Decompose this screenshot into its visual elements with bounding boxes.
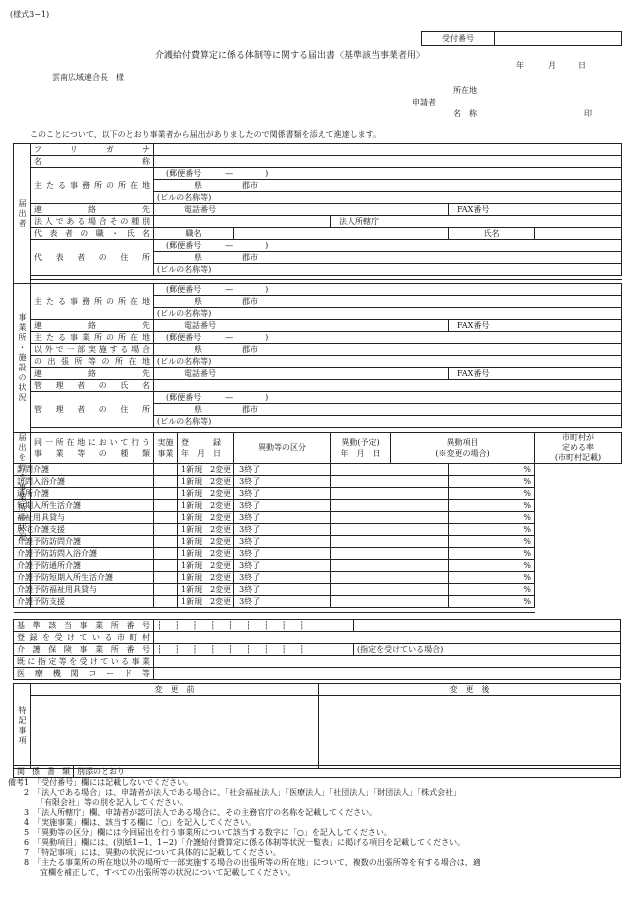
rate-header: 市町村が 定める率 (市町村記載) [535,433,622,464]
already-label: 既に指定等を受けている事業 [14,656,154,668]
applicant-role: 申請者 [412,98,436,107]
already-field[interactable] [154,656,621,668]
change-item-field[interactable] [331,536,449,548]
service-name: 居宅介護支援 [14,524,31,536]
reg-date-field[interactable] [154,536,178,548]
branch-address-field[interactable] [154,344,622,356]
service-row [14,500,622,512]
rep-position-label: 職名 [154,228,234,240]
remarks [8,778,623,878]
change-item-field[interactable] [331,548,449,560]
remark-line: 「有限会社」等の別を記入してください。 [8,798,188,807]
service-name: 短期入所生活介護 [14,500,31,512]
remark-line: 3 「法人所轄庁」欄、申請者が認可法人である場合に、その主務官庁の名称を記載してください。 [8,808,378,817]
rep-address-label: 代表者の住所 [31,240,154,276]
service-row [14,464,622,476]
facility-fax-field[interactable]: FAX番号 [449,320,622,332]
change-item-field[interactable] [331,488,449,500]
registration-table [13,619,621,680]
reg-date-field[interactable] [154,464,178,476]
rate-percent[interactable]: % [449,524,535,536]
service-row [14,584,622,596]
service-row [14,536,622,548]
pref-label: 県 [194,296,202,306]
name-label: 名称 [31,156,154,168]
after-header: 変 更 後 [319,684,621,696]
before-field[interactable] [31,696,319,769]
service-name: 福祉用具貸与 [14,512,31,524]
service-name: 介護予防支援 [14,596,31,608]
city-label: 郡市 [242,252,258,262]
rep-name-label: 氏名 [449,228,535,240]
change-category[interactable]: 1新規 2変更 3終了 [178,524,234,536]
service-row [14,560,622,572]
remark-line: 6 「異動項目」欄には、(別紙1−1、1−2)「介護給付費算定に係る体制等状況一覧表」に掲げる項目を記載してください。 [8,838,466,847]
furigana-field[interactable] [154,144,622,156]
building-field[interactable]: (ビルの名称等) [154,192,622,204]
service-row [14,572,622,584]
reg-date-field[interactable] [154,572,178,584]
after-field[interactable] [319,696,621,769]
facility-building-field[interactable]: (ビルの名称等) [154,308,622,320]
reg-date-header: 登 録 年 月 日 [178,433,234,464]
main-office-label: 主たる事務所の所在地 [31,168,154,204]
rep-address-field[interactable] [154,252,622,264]
reg-date-field[interactable] [154,512,178,524]
postal-field[interactable]: (郵便番号 — ) [154,168,622,180]
service-name: 介護予防福祉用具貸与 [14,584,31,596]
rep-postal-field[interactable]: (郵便番号 — ) [154,240,622,252]
reg-date-field[interactable] [154,560,178,572]
change-category[interactable]: 1新規 2変更 3終了 [178,536,234,548]
pref-label: 県 [194,344,202,354]
rep-title-label: 代表者の職・氏名 [31,228,154,240]
care-no-label: 介護保険事業所番号 [14,644,154,656]
manager-name-label: 管理者の氏名 [31,380,154,392]
docs-label: 関係書類 [14,766,74,778]
intro-text: このことについて、以下のとおり事業者から届出がありましたので関係書類を添えて進達します。 [30,130,382,139]
change-category[interactable]: 1新規 2変更 3終了 [178,488,234,500]
impl-header: 実施 事業 [154,433,178,464]
service-name: 通所介護 [14,488,31,500]
rate-percent[interactable]: % [449,536,535,548]
manager-building-field[interactable]: (ビルの名称等) [154,416,622,428]
provider-no-field[interactable]: ┆┆┆┆┆┆┆┆┆ [154,620,354,632]
rate-percent[interactable]: % [449,488,535,500]
change-item-field[interactable] [331,560,449,572]
rep-building-field[interactable]: (ビルの名称等) [154,264,622,276]
facility-address-field[interactable] [154,296,622,308]
remark-line: 5 「異動等の区分」欄には今回届出を行う事業所について該当する数字に「○」を記入してください。 [8,828,392,837]
docs-value: 別添のとおり [74,766,621,778]
remark-line: 宜欄を補正して、すべての出張所等の状況について記載してください。 [8,868,296,877]
service-name: 介護予防通所介護 [14,560,31,572]
manager-postal-field[interactable]: (郵便番号 — ) [154,392,622,404]
change-item-field[interactable] [331,524,449,536]
related-docs-table [13,765,621,778]
city-label: 郡市 [242,296,258,306]
change-category[interactable]: 1新規 2変更 3終了 [178,584,234,596]
change-item-field[interactable] [331,572,449,584]
form-code: (様式3−1) [10,10,50,19]
remark-line: 4 「実施事業」欄は、該当する欄に「○」を記入してください。 [8,818,257,827]
pref-label: 県 [194,404,202,414]
service-type-header: 同一所在地において行う 事業等の種類 [31,433,154,464]
facility-postal-field[interactable]: (郵便番号 — ) [154,284,622,296]
corp-type-label: 法人である場合その種別 [31,216,154,228]
branch-contact-label: 連絡先 [31,368,154,380]
remark-line: 8 「主たる事業所の所在地以外の場所で一部実施する場合の出張所等の所在地」について、複数の出張所等を有する場合は、適 [8,858,481,867]
change-category[interactable]: 1新規 2変更 3終了 [178,476,234,488]
care-no-field[interactable]: ┆┆┆┆┆┆┆┆┆ [154,644,354,656]
remark-line: 7 「特記事項」には、異動の状況について具体的に記載してください。 [8,848,281,857]
pref-label: 県 [194,180,202,190]
branch-label-3: の出張所等の所在地 [31,356,154,368]
facility-main-office-label: 主たる事務所の所在地 [31,284,154,320]
city-label: 郡市 [242,180,258,190]
corp-type-field[interactable] [154,216,331,228]
change-date-header: 異動(予定) 年 月 日 [331,433,391,464]
contact-label: 連絡先 [31,204,154,216]
notification-form-table [13,143,622,614]
furigana-label: フリガナ [31,144,154,156]
branch-fax-field[interactable]: FAX番号 [449,368,622,380]
change-category[interactable]: 1新規 2変更 3終了 [178,596,234,608]
medical-code-label: 医療機関コード等 [14,668,154,680]
seal-mark: 印 [584,109,592,118]
branch-label-2: 以外で一部実施する場合 [31,344,154,356]
rate-percent[interactable]: % [449,572,535,584]
service-row [14,476,622,488]
date-month: 月 [548,61,556,70]
rate-percent[interactable]: % [449,596,535,608]
remark-line: 2 「法人である場合」は、申請者が法人である場合に、「社会福祉法人」「医療法人」「社団法人」「財団法人」「株式会社」 [8,788,462,797]
city-label: 郡市 [242,404,258,414]
date-day: 日 [578,61,586,70]
service-row [14,512,622,524]
corp-agency-field[interactable]: 法人所轄庁 [331,216,622,228]
change-category[interactable]: 1新規 2変更 3終了 [178,560,234,572]
reg-date-field[interactable] [154,500,178,512]
service-row [14,488,622,500]
change-category[interactable]: 1新規 2変更 3終了 [178,500,234,512]
designated-note: (指定を受けている場合) [354,644,621,656]
branch-label-1: 主たる事業所の所在地 [31,332,154,344]
addressee: 雲南広域連合長 様 [52,73,124,82]
rep-position-field[interactable] [234,228,449,240]
medical-code-field[interactable] [154,668,621,680]
service-row [14,524,622,536]
remark-line: 備考1 「受付番号」欄には記載しないでください。 [8,778,194,787]
form-title: 介護給付費算定に係る体制等に関する届出書〈基準該当事業者用〉 [155,51,426,61]
category-header: 異動等の区分 [234,433,331,464]
rate-percent[interactable]: % [449,500,535,512]
reg-date-field[interactable] [154,488,178,500]
branch-building-field[interactable]: (ビルの名称等) [154,356,622,368]
section-special: 特記事項 [14,684,31,769]
change-item-field[interactable] [331,584,449,596]
change-category[interactable]: 1新規 2変更 3終了 [178,464,234,476]
reg-date-field[interactable] [154,524,178,536]
applicant-name-label: 名 称 [453,109,477,118]
service-row [14,548,622,560]
date-year: 年 [516,61,524,70]
rate-percent[interactable]: % [449,512,535,524]
service-name: 訪問介護 [14,464,31,476]
change-category[interactable]: 1新規 2変更 3終了 [178,548,234,560]
name-field[interactable] [154,156,622,168]
rate-percent[interactable]: % [449,476,535,488]
rate-percent[interactable]: % [449,584,535,596]
provider-no-label: 基準該当事業所番号 [14,620,154,632]
registered-city-label: 登録を受けている市町村 [14,632,154,644]
rep-name-field[interactable] [535,228,622,240]
manager-address-field[interactable] [154,404,622,416]
registered-city-field[interactable] [154,632,621,644]
pref-label: 県 [194,252,202,262]
reg-date-field[interactable] [154,584,178,596]
before-header: 変 更 前 [31,684,319,696]
rate-percent[interactable]: % [449,548,535,560]
service-name: 介護予防訪問介護 [14,536,31,548]
service-row [14,596,622,608]
branch-phone-field[interactable]: 電話番号 [154,368,449,380]
branch-postal-field[interactable]: (郵便番号 — ) [154,332,622,344]
section-facility: 事業所・施設の状況 [14,284,31,433]
change-item-header: 異動項目 (※変更の場合) [391,433,535,464]
rate-percent[interactable]: % [449,560,535,572]
change-item-field[interactable] [331,500,449,512]
service-name: 訪問入浴介護 [14,476,31,488]
change-item-field[interactable] [331,596,449,608]
facility-phone-field[interactable]: 電話番号 [154,320,449,332]
facility-contact-label: 連絡先 [31,320,154,332]
change-category[interactable]: 1新規 2変更 3終了 [178,512,234,524]
address-field[interactable] [154,180,622,192]
rate-percent[interactable]: % [449,464,535,476]
service-name: 介護予防短期入所生活介護 [14,572,31,584]
phone-field[interactable]: 電話番号 [154,204,449,216]
city-label: 郡市 [242,344,258,354]
change-item-field[interactable] [331,476,449,488]
section-services: 届出を行う事業所の状況 [14,433,31,464]
change-category[interactable]: 1新規 2変更 3終了 [178,572,234,584]
reg-date-field[interactable] [154,476,178,488]
manager-name-field[interactable] [154,380,622,392]
change-item-field[interactable] [331,512,449,524]
receipt-label: 受付番号 [421,31,495,46]
change-item-field[interactable] [331,464,449,476]
service-name: 介護予防訪問入浴介護 [14,548,31,560]
receipt-number-field[interactable] [494,31,622,46]
applicant-location-label: 所在地 [453,86,477,95]
fax-field[interactable]: FAX番号 [449,204,622,216]
manager-address-label: 管理者の住所 [31,392,154,428]
section-applicant: 届出者 [14,144,31,284]
reg-date-field[interactable] [154,596,178,608]
special-notes-table [13,683,621,769]
reg-date-field[interactable] [154,548,178,560]
